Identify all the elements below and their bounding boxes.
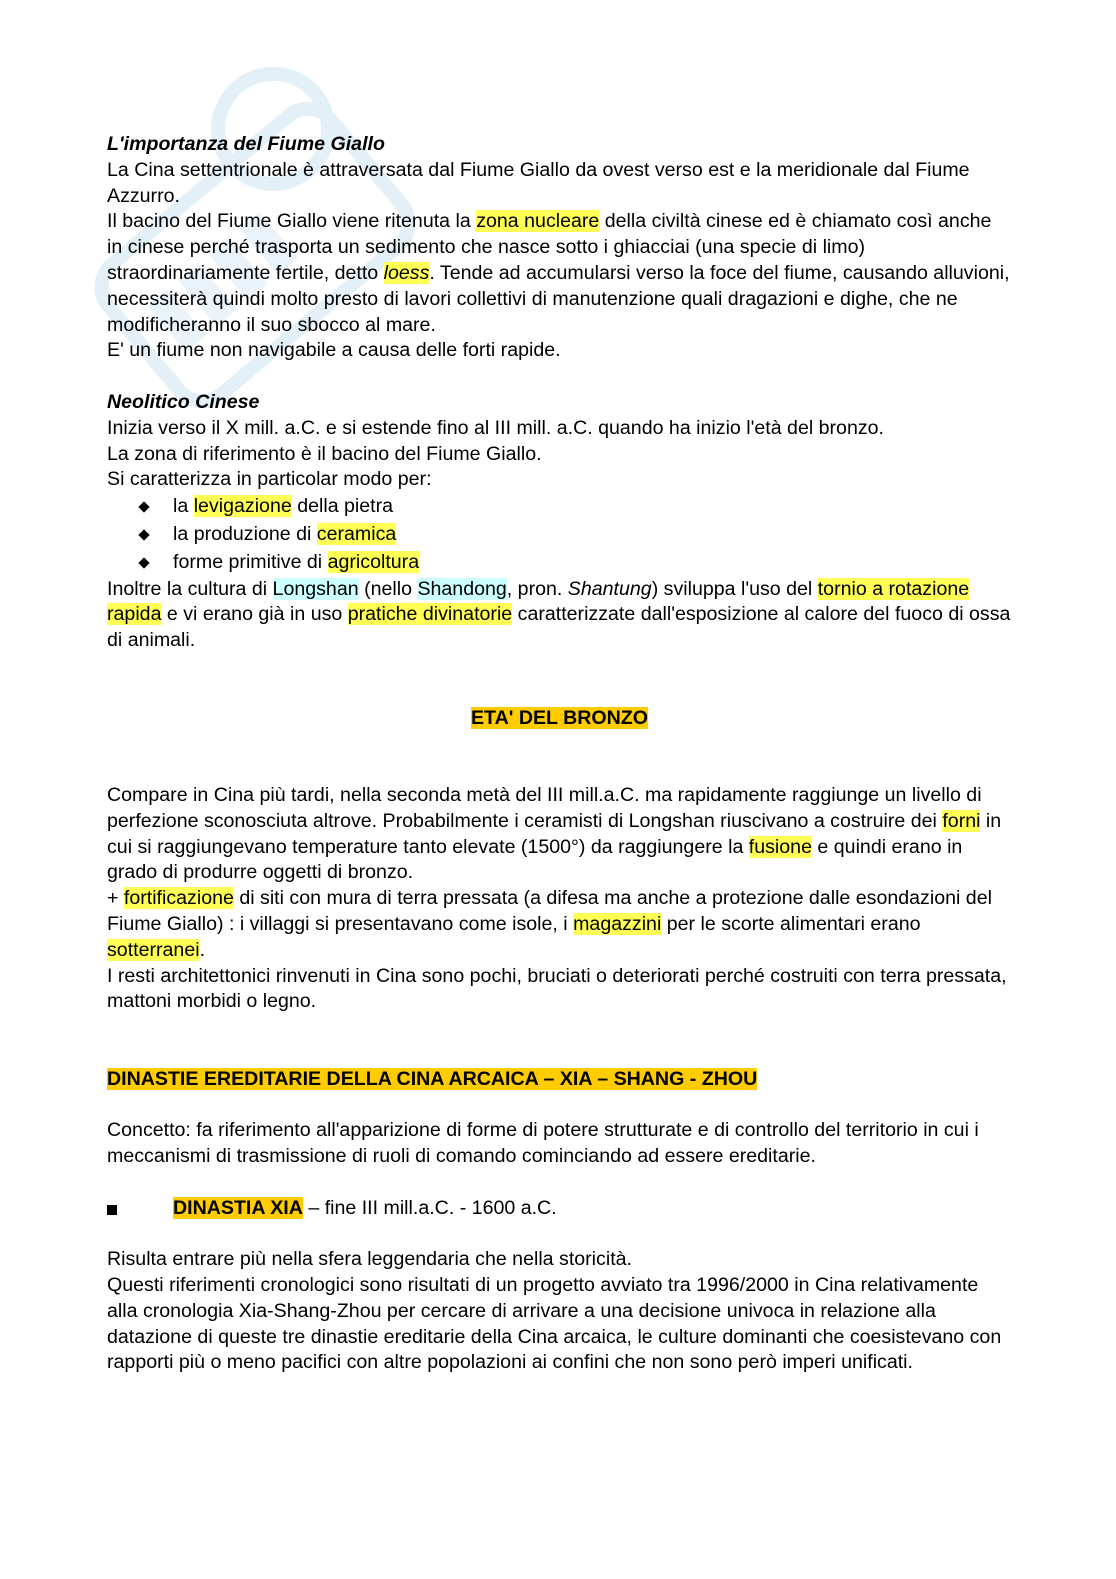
paragraph: I resti architettonici rinvenuti in Cina sono pochi, bruciati o deteriorati perché costruiti con terra pressata, mattoni morbidi o legno. — [107, 964, 1007, 1013]
section-heading-dinastie: DINASTIE EREDITARIE DELLA CINA ARCAICA – XIA – SHANG - ZHOU — [107, 1067, 758, 1090]
diamond-bullet-icon — [138, 501, 149, 512]
highlight: loess — [383, 261, 430, 284]
document-body — [107, 132, 1012, 1376]
paragraph: La Cina settentrionale è attraversata dal Fiume Giallo da ovest verso est e la meridionale dal Fiume Azzurro. — [107, 158, 970, 207]
section-heading-fiume-giallo: L'importanza del Fiume Giallo — [107, 133, 385, 155]
diamond-bullet-icon — [138, 557, 149, 568]
diamond-bullet-icon — [138, 529, 149, 540]
paragraph: Si caratterizza in particolar modo per: — [107, 468, 432, 491]
paragraph: Inoltre la cultura di Longshan (nello Shandong, pron. Shantung) sviluppa l'uso del tornio a rotazione rapida e vi erano già in uso pratiche divinatorie caratterizzate dall'esposizione al calore del fuoco di ossa di animali. — [107, 577, 1011, 652]
square-bullet-icon — [107, 1205, 117, 1215]
section-heading-bronzo: ETA' DEL BRONZO — [470, 706, 648, 729]
paragraph: + fortificazione di siti con mura di terra pressata (a difesa ma anche a protezione dalle esondazioni del Fiume Giallo) : i villaggi si presentavano come isole, i magazzini per le scorte alimentari erano sotterranei. — [107, 887, 992, 961]
highlight: zona nucleare — [476, 210, 600, 233]
list-item: la produzione di ceramica — [140, 521, 1012, 549]
list-item: la levigazione della pietra — [140, 493, 1012, 521]
paragraph: La zona di riferimento è il bacino del Fiume Giallo. — [107, 442, 542, 465]
paragraph: Il bacino del Fiume Giallo viene ritenuta la zona nucleare della civiltà cinese ed è chiamato così anche in cinese perché trasporta un sedimento che nasce sotto i ghiacciai (una specie di limo) straordinariamente fertile, detto loess. Tende ad accumularsi verso la foce del fiume, causando alluvioni, necessiterà quindi molto presto di lavori collettivi di manutenzione quali dragazioni e dighe, che ne modificheranno il suo sbocco al mare. — [107, 210, 1010, 336]
list-item: forme primitive di agricoltura — [140, 549, 1012, 577]
bullet-list — [107, 493, 1012, 576]
list-item-dinastia-xia: DINASTIA XIA – fine III mill.a.C. - 1600 a.C. — [107, 1196, 1012, 1222]
paragraph: Questi riferimenti cronologici sono risultati di un progetto avviato tra 1996/2000 in Cina relativamente alla cronologia Xia-Shang-Zhou per cercare di arrivare a una decisione univoca in relazione alla datazione di queste tre dinastie ereditarie della Cina arcaica, le culture dominanti che coesistevano con rapporti più o meno pacifici con altre popolazioni ai confini che non sono però imperi unificati. — [107, 1274, 1002, 1374]
paragraph: Inizia verso il X mill. a.C. e si estende fino al III mill. a.C. quando ha inizio l'età del bronzo. — [107, 416, 884, 439]
section-heading-neolitico: Neolitico Cinese — [107, 390, 260, 413]
paragraph: Risulta entrare più nella sfera leggendaria che nella storicità. — [107, 1248, 632, 1271]
paragraph: Concetto: fa riferimento all'apparizione di forme di potere strutturate e di controllo del territorio in cui i meccanismi di trasmissione di ruoli di comando cominciando ad essere ereditarie. — [107, 1119, 979, 1168]
paragraph: Compare in Cina più tardi, nella seconda metà del III mill.a.C. ma rapidamente raggiunge un livello di perfezione sconosciuta altrove. Probabilmente i ceramisti di Longshan riuscivano a costruire dei forni in cui si raggiungevano temperature tanto elevate (1500°) da raggiungere la fusione e quindi erano in grado di produrre oggetti di bronzo. — [107, 783, 1002, 884]
paragraph: E' un fiume non navigabile a causa delle forti rapide. — [107, 339, 561, 362]
